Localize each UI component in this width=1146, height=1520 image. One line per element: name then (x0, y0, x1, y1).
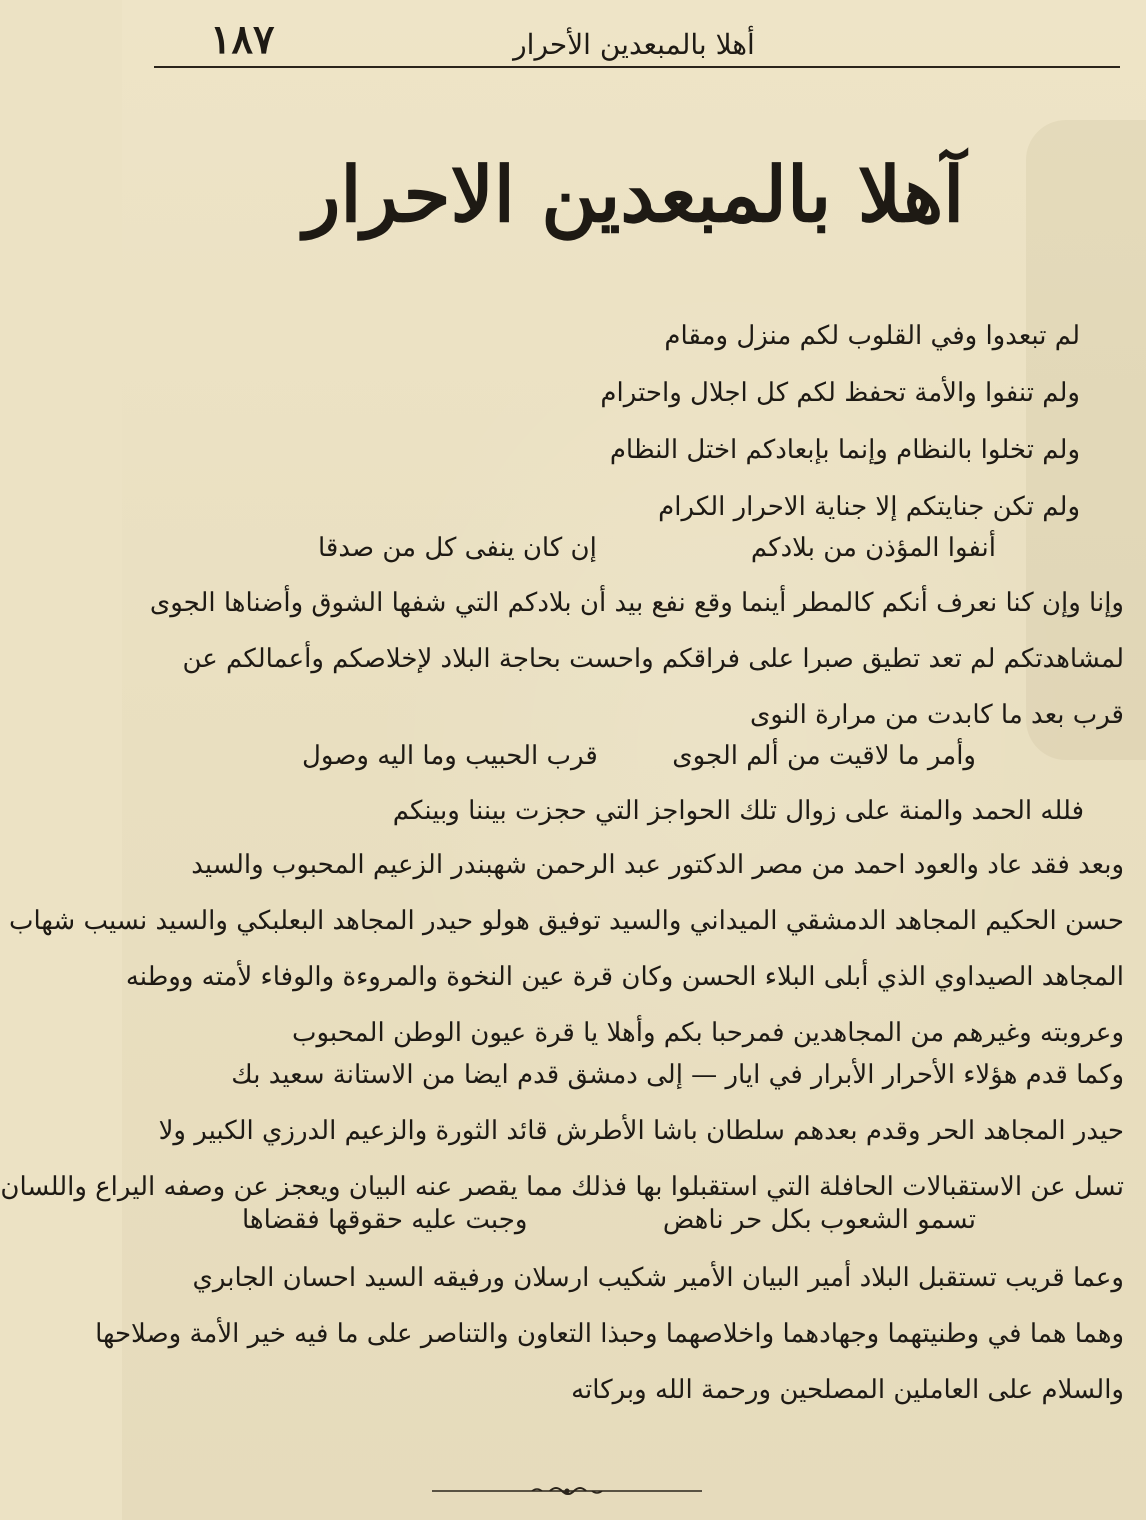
stanza-line: ولم تكن جنايتكم إلا جناية الاحرار الكرام (658, 492, 1080, 522)
paragraph-line: وكما قدم هؤلاء الأحرار الأبرار في ايار — إلى دمشق قدم ايضا من الاستانة سعيد بك (231, 1060, 1124, 1090)
paragraph-line: تسل عن الاستقبالات الحافلة التي استقبلوا بها فذلك مما يقصر عنه البيان ويعجز عن وصفه اليراع واللسان (0, 1172, 1124, 1202)
verse-couplet-1 (318, 521, 996, 575)
paragraph-5 (95, 1250, 1124, 1418)
paragraph-line: حيدر المجاهد الحر وقدم بعدهم سلطان باشا الأطرش قائد الثورة والزعيم الدرزي الكبير ولا (158, 1116, 1124, 1146)
stanza-line: ولم تخلوا بالنظام وإنما بإبعادكم اختل النظام (609, 435, 1080, 465)
paragraph-line: وعروبته وغيرهم من المجاهدين فمرحبا بكم وأهلا يا قرة عيون الوطن المحبوب (291, 1018, 1124, 1048)
article-title: آهلا بالمبعدين الاحرار (303, 150, 965, 239)
paragraph-2 (150, 783, 1124, 839)
paragraph-line: وعما قريب تستقبل البلاد أمير البيان الأمير شكيب ارسلان ورفيقه السيد احسان الجابري (192, 1263, 1124, 1293)
closing-ornament (432, 1484, 702, 1498)
verse-couplet-3 (242, 1193, 976, 1247)
stanza-line: لم تبعدوا وفي القلوب لكم منزل ومقام (664, 321, 1080, 351)
verse-first-hemistich: وأمر ما لاقيت من ألم الجوى (672, 741, 976, 771)
verse-first-hemistich: أنفوا المؤذن من بلادكم (750, 533, 996, 563)
paragraph-line: حسن الحكيم المجاهد الدمشقي الميداني والسيد توفيق هولو حيدر المجاهد البعلبكي والسيد نسيب شهاب (9, 906, 1124, 936)
stanza-line: ولم تنفوا والأمة تحفظ لكم كل اجلال واحترام (600, 378, 1080, 408)
paragraph-line: قرب بعد ما كابدت من مرارة النوى (750, 700, 1124, 730)
verse-first-hemistich: تسمو الشعوب بكل حر ناهض (662, 1205, 976, 1235)
paragraph-1 (150, 575, 1124, 743)
paragraph-line: فلله الحمد والمنة على زوال تلك الحواجز التي حجزت بيننا وبينكم (392, 796, 1084, 826)
paragraph-line: وهما هما في وطنيتهما وجهادهما واخلاصهما وحبذا التعاون والتناصر على ما فيه خير الأمة وصلاحها (95, 1319, 1124, 1349)
paragraph-line: المجاهد الصيداوي الذي أبلى البلاء الحسن وكان قرة عين النخوة والمروءة والوفاء لأمته ووطنه (125, 962, 1124, 992)
paragraph-line: وبعد فقد عاد والعود احمد من مصر الدكتور عبد الرحمن شهبندر الزعيم المحبوب والسيد (191, 850, 1124, 880)
paragraph-line: والسلام على العاملين المصلحين ورحمة الله وبركاته (571, 1375, 1124, 1405)
running-title: أهلا بالمبعدين الأحرار (513, 28, 755, 61)
verse-second-hemistich: وجبت عليه حقوقها فقضاها (242, 1205, 528, 1235)
running-header (154, 14, 1114, 64)
paragraph-3 (9, 837, 1124, 1061)
paragraph-line: لمشاهدتكم لم تعد تطيق صبرا على فراقكم واحست بحاجة البلاد لإخلاصكم وأعمالكم عن (182, 644, 1124, 674)
verse-second-hemistich: إن كان ينفى كل من صدقا (318, 533, 597, 563)
page-number: ١٨٧ (210, 16, 275, 63)
header-rule (154, 66, 1120, 68)
verse-couplet-2 (302, 729, 976, 783)
paragraph-line: وإنا وإن كنا نعرف أنكم كالمطر أينما وقع نفع بيد أن بلادكم التي شفها الشوق وأضناها الجوى (149, 588, 1124, 618)
paragraph-4 (0, 1047, 1124, 1215)
verse-second-hemistich: قرب الحبيب وما اليه وصول (302, 741, 598, 771)
opening-stanza (360, 308, 1080, 536)
